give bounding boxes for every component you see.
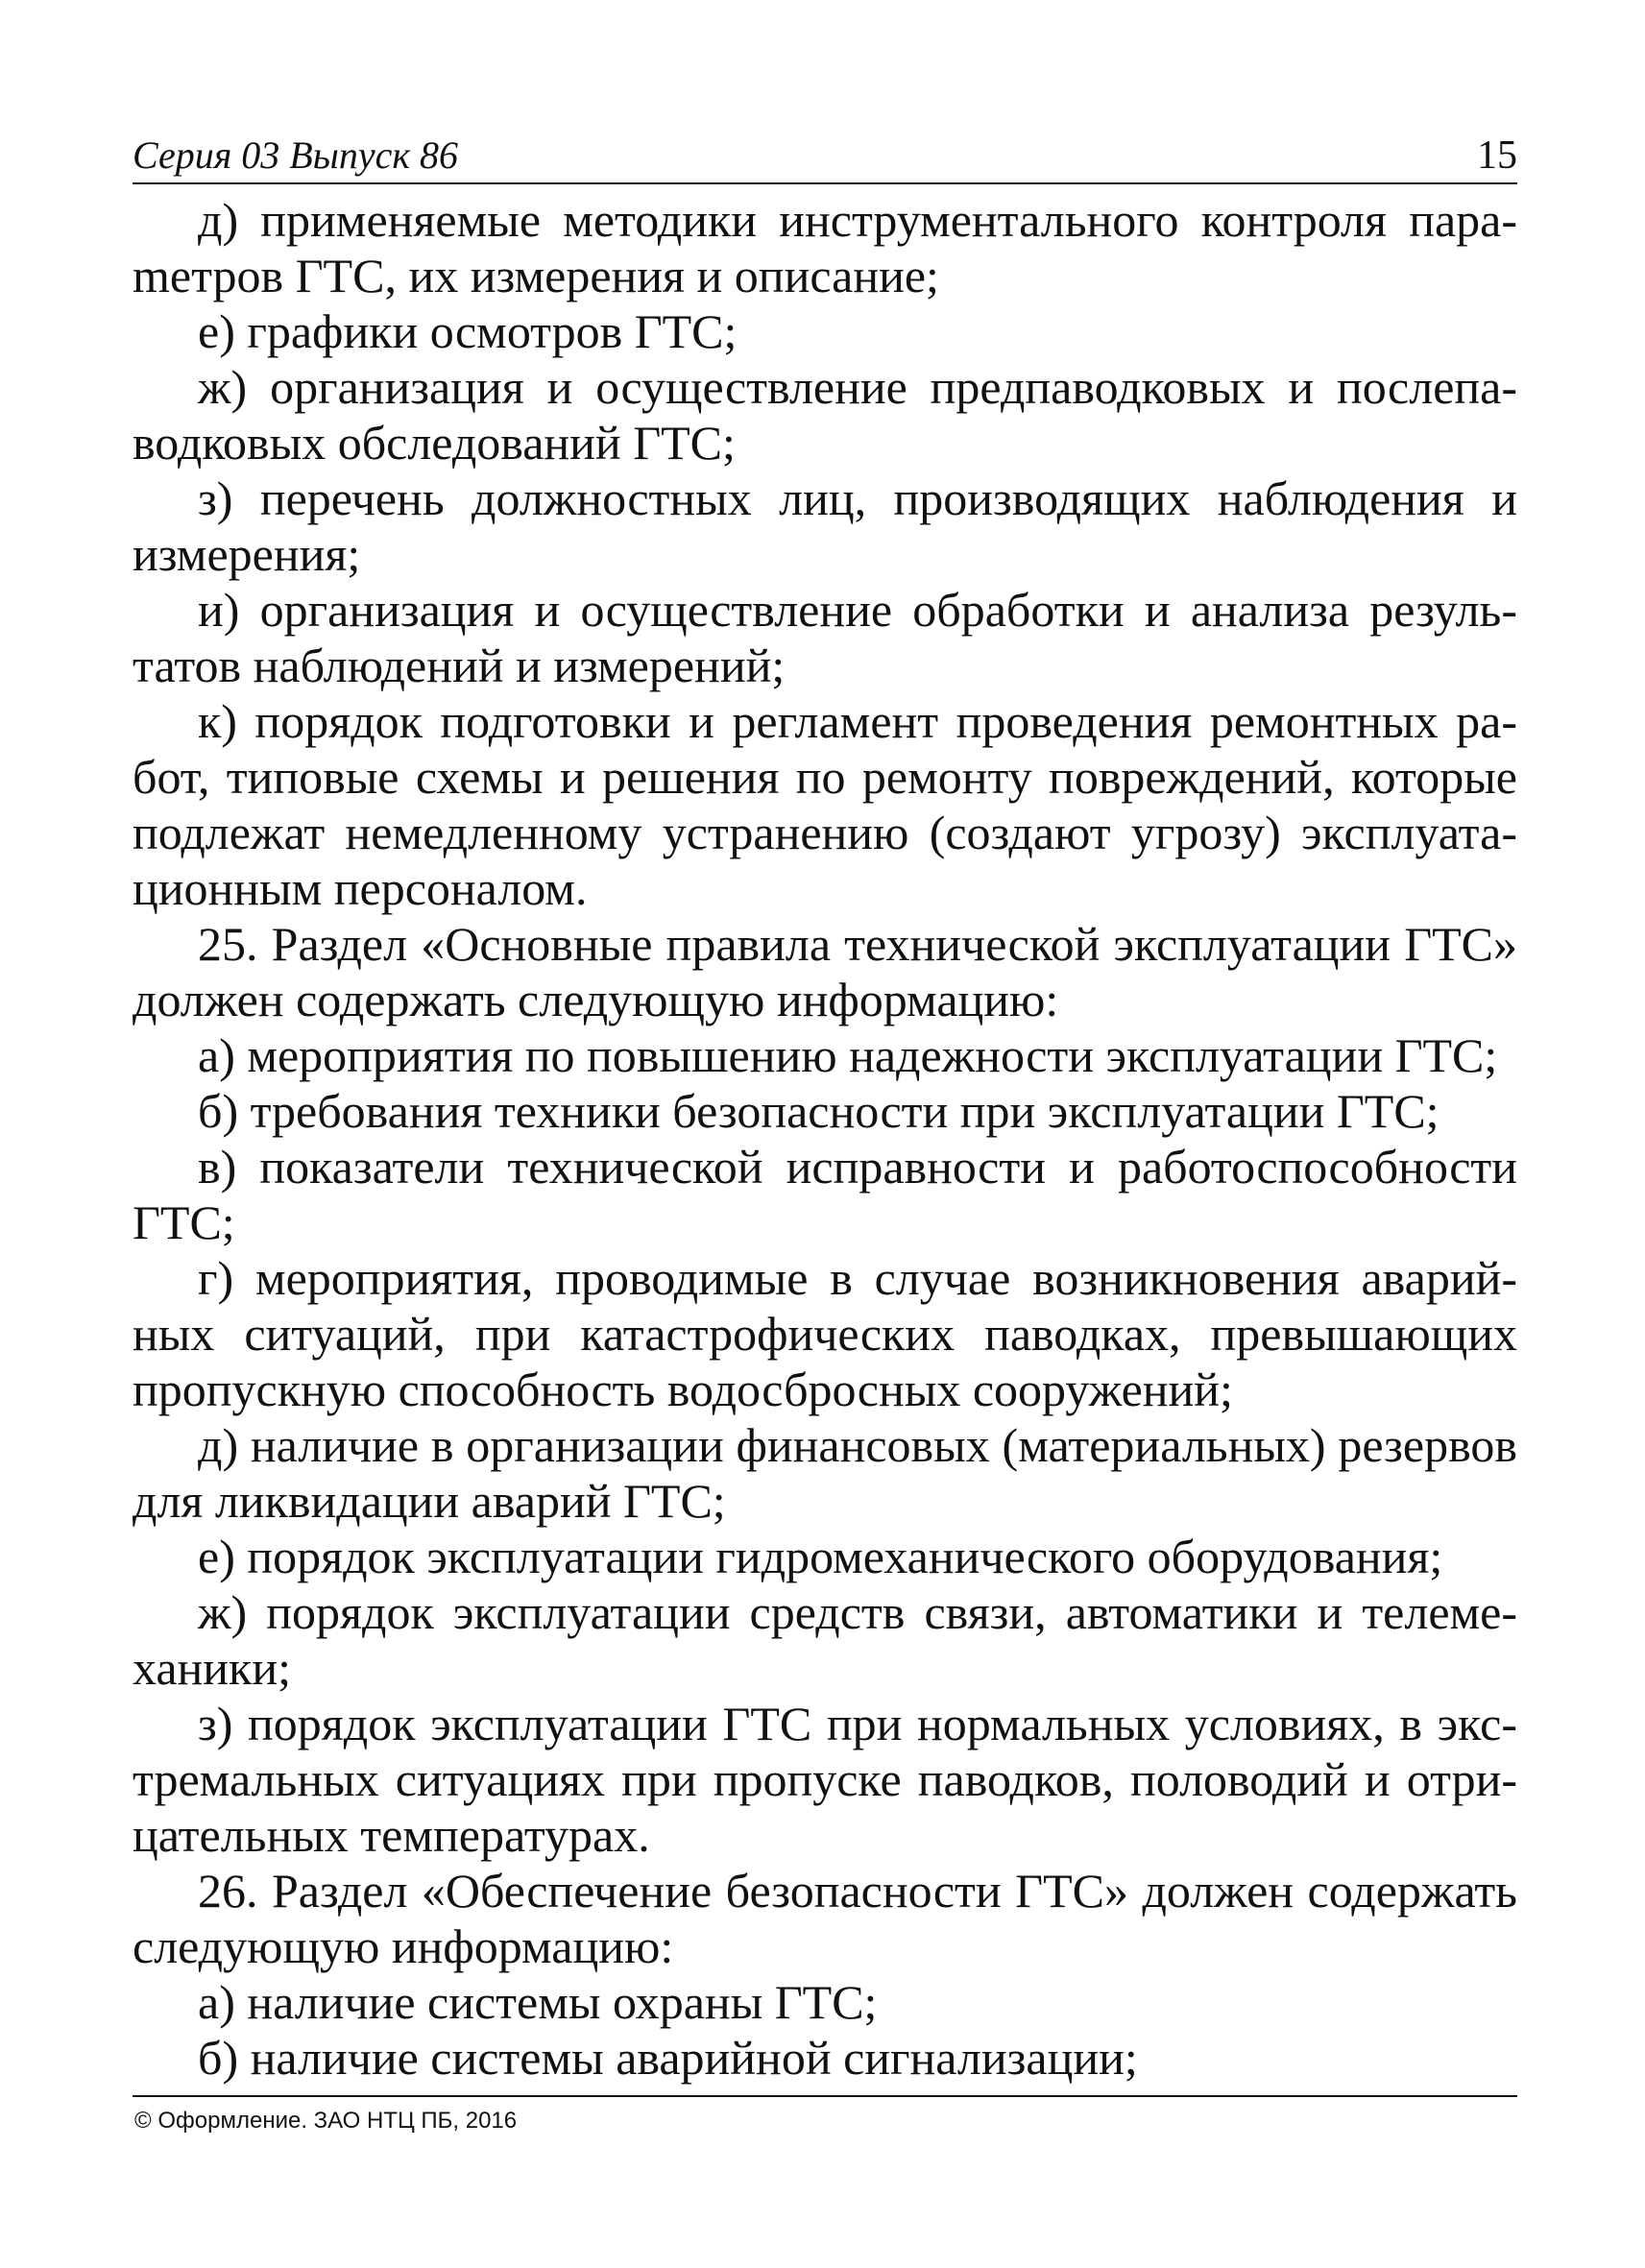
list-item: б) требования техники безопасности при эксплуатации ГТС; (198, 1084, 1439, 1138)
copyright-notice: © Оформление. ЗАО НТЦ ПБ, 2016 (134, 2108, 518, 2134)
list-item: ж) порядок эксплуатации средств связи, автоматики и телемеханики; (133, 1585, 1517, 1695)
list-item: и) организация и осуществление обработки и анализа результатов наблюдений и измерений; (133, 583, 1517, 692)
list-item: в) показатели технической исправности и работоспособности ГТС; (133, 1140, 1517, 1249)
list-item: к) порядок подготовки и регламент проведения ремонтных работ, типовые схемы и решения по ремонту повреждений, которые подлежат немедленному устранению (создают угрозу) эксплуатационным персоналом. (133, 694, 1517, 915)
list-item: д) применяемые методики инструментального контроля параmетров ГТС, их измерения и описание; (133, 193, 1517, 302)
list-item: ж) организация и осуществление предпаводковых и послепаводковых обследований ГТС; (133, 360, 1517, 470)
series-title: Серия 03 Выпуск 86 (133, 133, 459, 177)
page-body (133, 192, 1517, 2086)
list-item: з) порядок эксплуатации ГТС при нормальных условиях, в экстремальных ситуациях при пропуске паводков, половодий и отрицательных температурах. (133, 1697, 1517, 1862)
list-item: а) мероприятия по повышению надежности эксплуатации ГТС; (198, 1028, 1498, 1082)
section-paragraph: 26. Раздел «Обеспечение безопасности ГТС» должен содержать следующую информацию: (133, 1864, 1517, 1973)
section-paragraph: 25. Раздел «Основные правила технической эксплуатации ГТС» должен содержать следующую информацию: (133, 917, 1517, 1026)
list-item: з) перечень должностных лиц, производящих наблюдения и измерения; (133, 471, 1517, 581)
page-header (133, 127, 1517, 184)
page-footer (133, 2095, 1517, 2135)
list-item: д) наличие в организации финансовых (материальных) резервов для ликвидации аварий ГТС; (133, 1418, 1517, 1528)
page-number: 15 (1477, 133, 1517, 178)
list-item: а) наличие системы охраны ГТС; (198, 1975, 878, 2029)
list-item: б) наличие системы аварийной сигнализации; (198, 2031, 1138, 2085)
list-item: е) графики осмотров ГТС; (198, 304, 738, 358)
list-item: г) мероприятия, проводимые в случае возникновения аварийных ситуаций, при катастрофических паводках, превышающих пропускную способность водосбросных сооружений; (133, 1251, 1517, 1416)
list-item: е) порядок эксплуатации гидромеханического оборудования; (198, 1530, 1443, 1583)
